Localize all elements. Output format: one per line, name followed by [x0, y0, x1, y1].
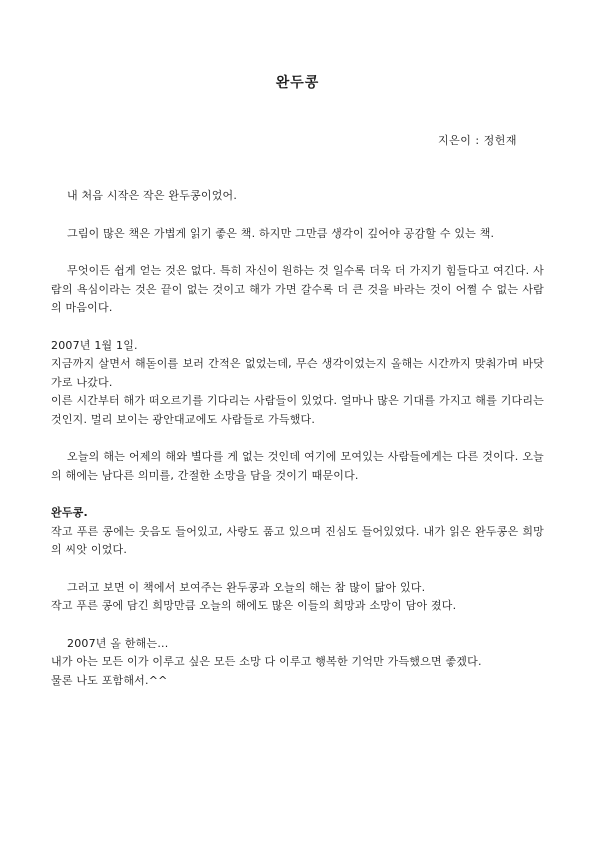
- paragraph-4-line-2: 이른 시간부터 해가 떠오르기를 기다리는 사람들이 있었다. 얼마나 많은 기대를 가지고 해를 기다리는 것인지. 멀리 보이는 광안대교에도 사람들로 가득했다.: [51, 394, 544, 426]
- document-body: [51, 187, 544, 690]
- paragraph-7-line-2: 작고 푸른 콩에 담긴 희망만큼 오늘의 해에도 많은 이들의 희망과 소망이 담아 졌다.: [51, 599, 457, 612]
- paragraph-2: 그림이 많은 책은 가볍게 읽기 좋은 책. 하지만 그만큼 생각이 깊어야 공감할 수 있는 책.: [67, 226, 495, 240]
- document-title: 완두콩: [275, 75, 320, 91]
- paragraph-5: 오늘의 해는 어제의 해와 별다를 게 없는 것인데 여기에 모여있는 사람들에게는 다른 것이다. 오늘의 해에는 남다른 의미를, 간절한 소망을 담을 것이기 때문이다.: [51, 450, 544, 482]
- paragraph-8: [51, 635, 544, 691]
- date-line: 2007년 1월 1일.: [51, 338, 138, 352]
- paragraph-4: [51, 337, 544, 430]
- paragraph-3: 무엇이든 쉽게 얻는 것은 없다. 특히 자신이 원하는 것 일수록 더욱 더 가지기 힘들다고 여긴다. 사람의 욕심이라는 것은 끝이 없는 것이고 해가 가면 갈수록 더 큰 것을 바라는 것이 어쩔 수 없는 사람의 마음이다.: [51, 264, 544, 314]
- paragraph-6-text: 작고 푸른 콩에는 웃음도 들어있고, 사랑도 품고 있으며 진심도 들어있었다. 내가 읽은 완두콩은 희망의 씨앗 이었다.: [51, 524, 544, 556]
- paragraph-7-line-1: 그러고 보면 이 책에서 보여주는 완두콩과 오늘의 해는 참 많이 닮아 있다.: [67, 580, 426, 594]
- author-line: 지은이 : 정헌재: [438, 134, 517, 147]
- paragraph-8-line-2: 내가 아는 모든 이가 이루고 싶은 모든 소망 다 이루고 행복한 기억만 가득했으면 좋겠다.: [51, 655, 482, 668]
- paragraph-4-line-1: 지금까지 살면서 해돋이를 보러 간적은 없었는데, 무슨 생각이었는지 올해는 시간까지 맞춰가며 바닷가로 나갔다.: [51, 357, 544, 389]
- paragraph-7: [51, 579, 544, 616]
- paragraph-8-line-1: 2007년 올 한해는...: [67, 636, 169, 650]
- section-heading: 완두콩.: [51, 506, 88, 519]
- paragraph-6: [51, 504, 544, 560]
- paragraph-8-line-3: 물론 나도 포함해서.^^: [51, 673, 168, 687]
- paragraph-1: 내 처음 시작은 작은 완두콩이었어.: [67, 189, 238, 202]
